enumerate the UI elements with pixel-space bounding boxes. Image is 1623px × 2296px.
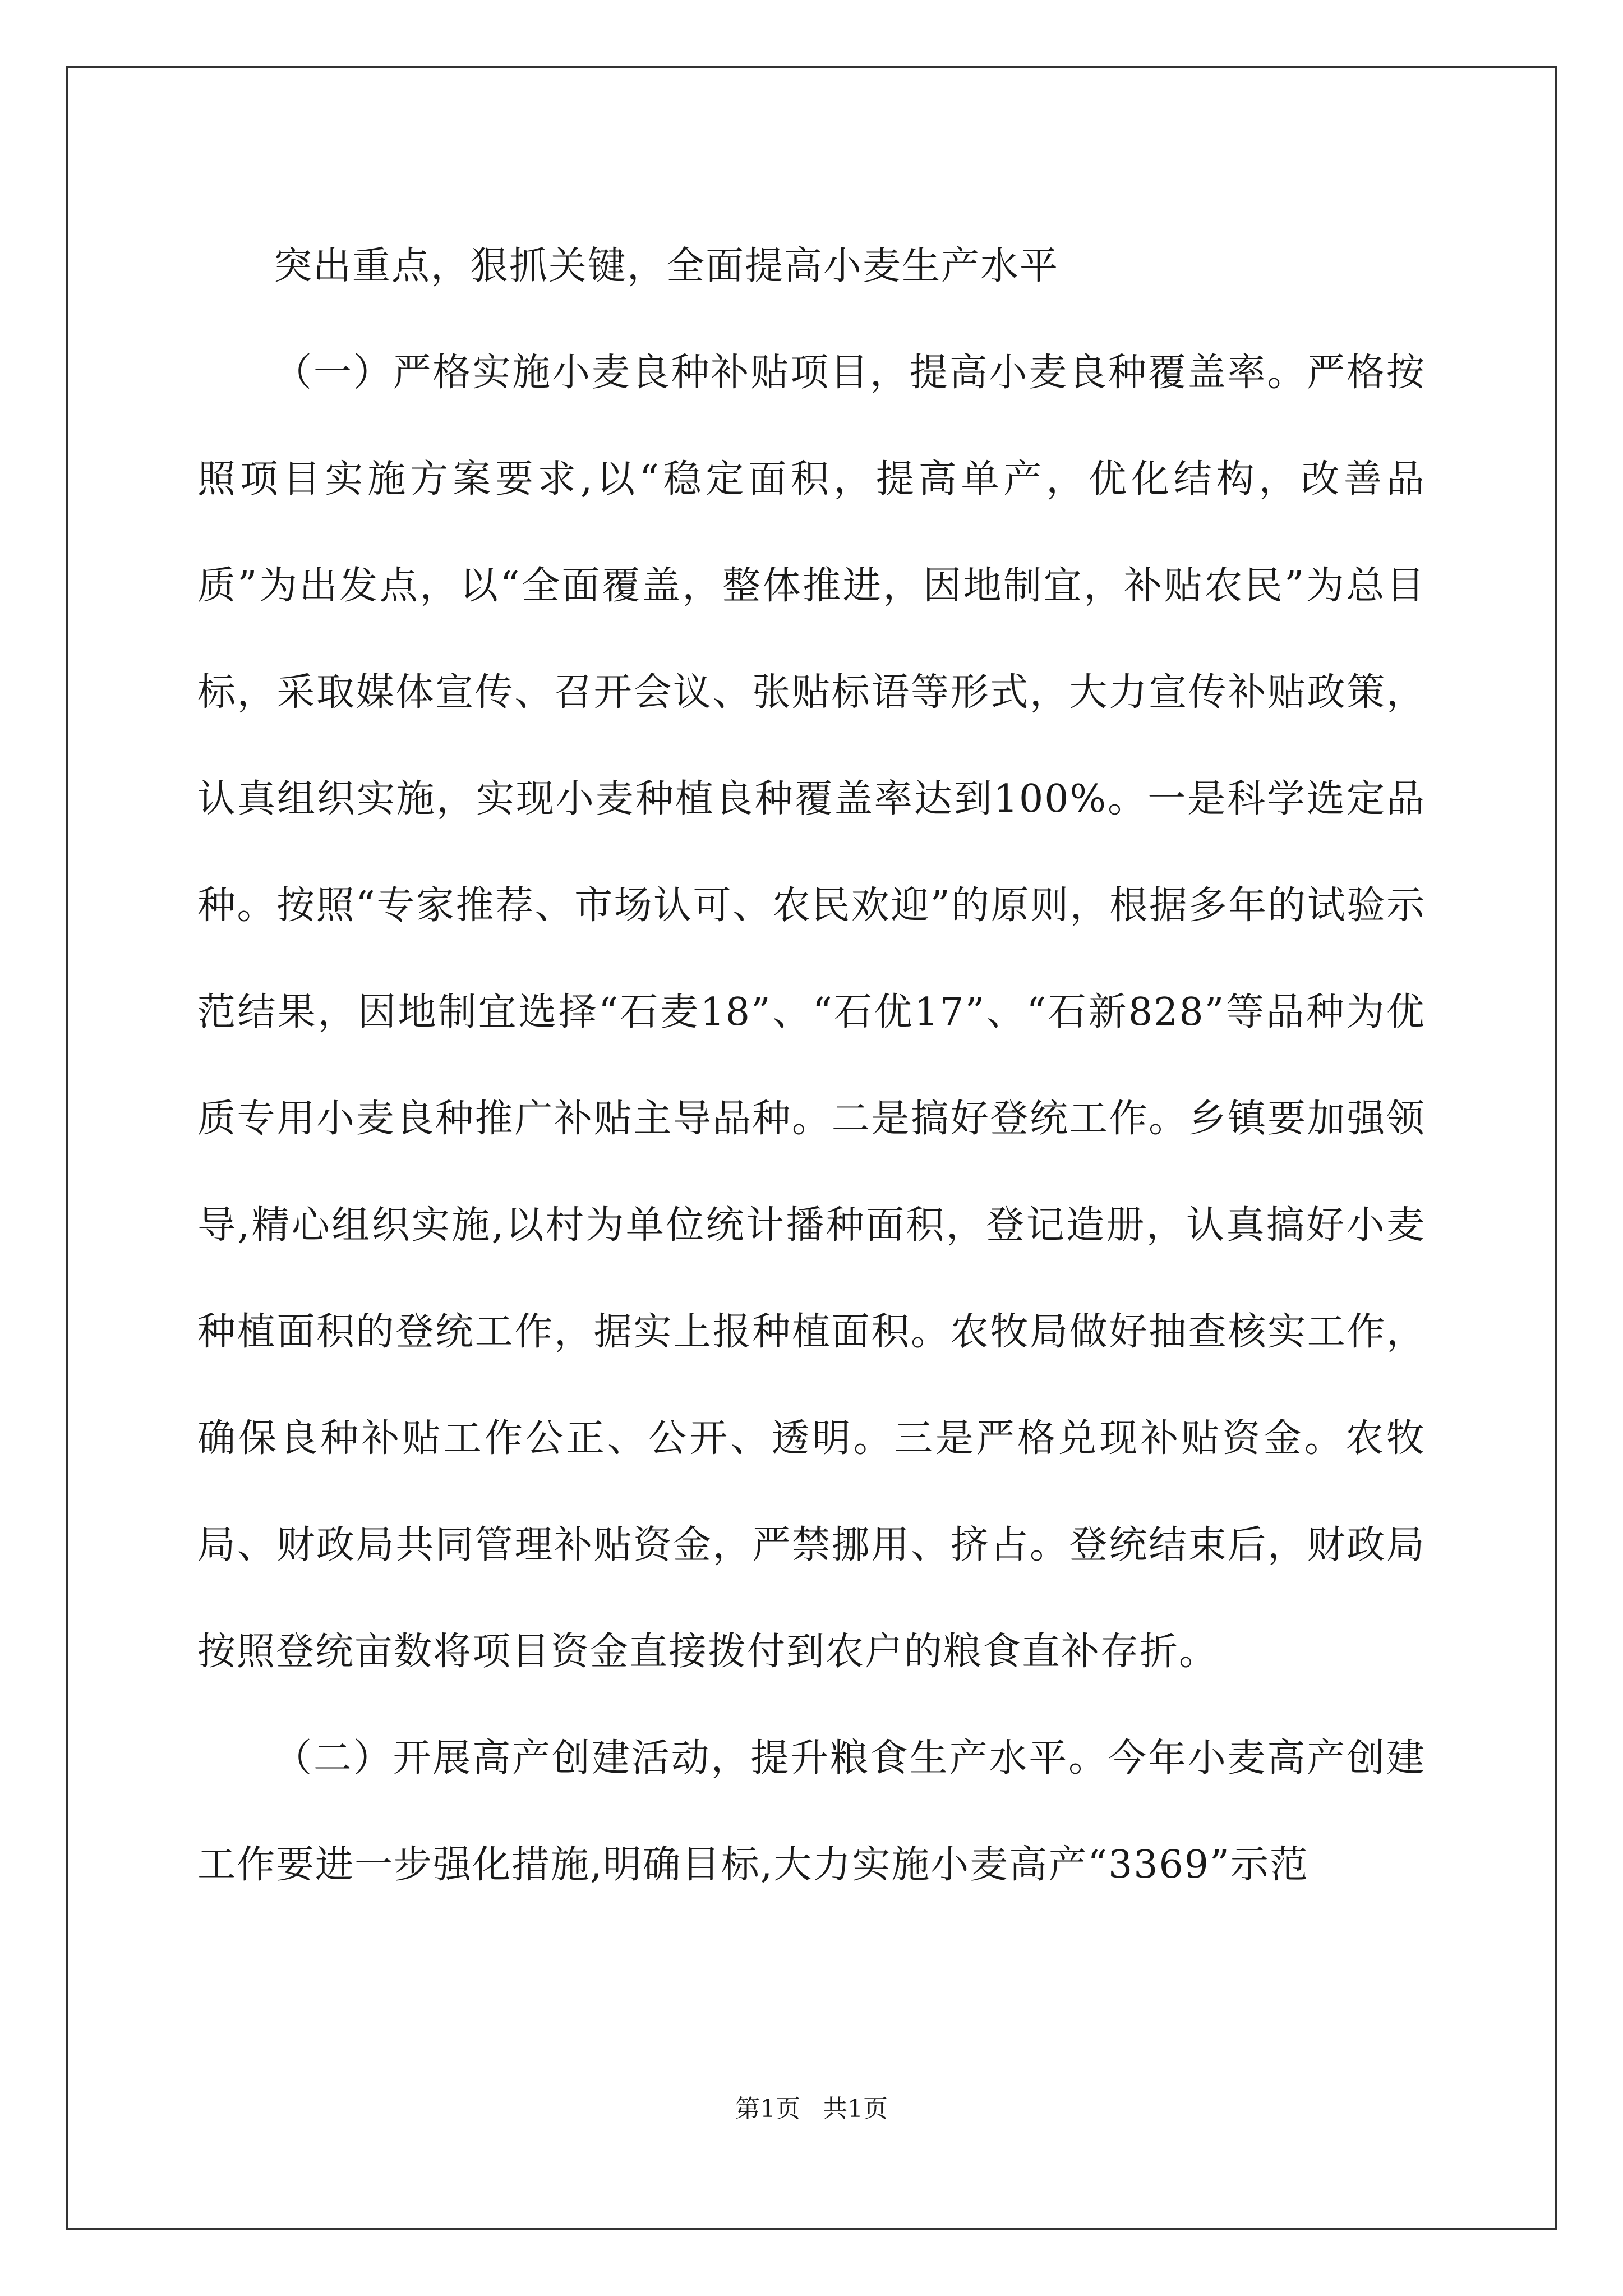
page-total: 共1页: [823, 2095, 888, 2123]
paragraph-1: （一）严格实施小麦良种补贴项目，提高小麦良种覆盖率。严格按照项目实施方案要求,以“稳定面积，提高单产，优化结构，改善品质”为出发点，以“全面覆盖，整体推进，因地制宜，补贴农民”为总目标，采取媒体宣传、召开会议、张贴标语等形式，大力宣传补贴政策，认真组织实施，实现小麦种植良种覆盖率达到100%。一是科学选定品种。按照“专家推荐、市场认可、农民欢迎”的原则，根据多年的试验示范结果，因地制宜选择“石麦18”、“石优17”、“石新828”等品种为优质专用小麦良种推广补贴主导品种。二是搞好登统工作。乡镇要加强领导,精心组织实施,以村为单位统计播种面积，登记造册，认真搞好小麦种植面积的登统工作，据实上报种植面积。农牧局做好抽查核实工作，确保良种补贴工作公正、公开、透明。三是严格兑现补贴资金。农牧局、财政局共同管理补贴资金，严禁挪用、挤占。登统结束后，财政局按照登统亩数将项目资金直接拨付到农户的粮食直补存折。: [197, 351, 1426, 1674]
page-footer: [0, 2092, 1623, 2126]
page-number: 第1页: [735, 2095, 800, 2123]
section-heading: 突出重点，狠抓关键，全面提高小麦生产水平: [274, 244, 1059, 288]
paragraph-2: （二）开展高产创建活动，提升粮食生产水平。今年小麦高产创建工作要进一步强化措施,明确目标,大力实施小麦高产“3369”示范: [197, 1736, 1426, 1887]
document-body: [197, 213, 1426, 1918]
